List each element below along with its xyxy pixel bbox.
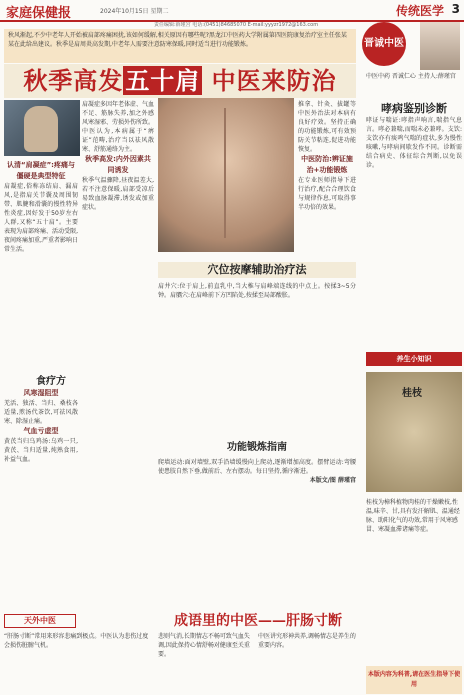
column-1-caption: 认清“肩凝症”:疼痛与僵硬是典型特征 (6, 161, 75, 180)
page-number: 3 (451, 2, 460, 16)
masthead (0, 0, 464, 22)
food-therapy-section (4, 388, 78, 608)
acupoint-section (158, 282, 356, 437)
exercise-text: 爬墙运动:面对墙壁,双手沿墙缓慢向上爬动,逐渐增加高度。摆臂运动:弯腰使患肢自然下垂,做前后、左右摆动。每日坚持,循序渐进。 (158, 459, 356, 475)
shoulder-pain-photo (4, 100, 80, 156)
host-caption: 中医中药 晋诚仁心 主持人:薛瑾宫 (366, 73, 456, 80)
sidebar-section-heading: 养生小知识 (366, 352, 462, 366)
food-therapy-heading: 食疗方 (36, 376, 66, 387)
section-name: 传统医学 (395, 4, 444, 18)
column-2 (82, 100, 154, 605)
column-3-text-2: 在专业医师指导下进行治疗,配合合理饮食与规律作息,可取得事半功倍的效果。 (298, 177, 356, 211)
column-tag: 天外中医 (4, 614, 76, 628)
column-3-heading: 中医防治:辨证施治+功能锻炼 (301, 155, 353, 174)
herb-name: 桂枝 (402, 388, 422, 399)
right-sidebar (362, 22, 462, 694)
headline-post: 中医来防治 (202, 66, 337, 95)
herb-description: 桂枝为樟科植物肉桂的干燥嫩枝,性温,味辛、甘,具有发汗解肌、温通经脉、助阳化气的功效,常用于风寒感冒、寒凝血滞诸痛等症。 (366, 499, 460, 533)
bottom-column-3: 中医讲究形神共养,调畅情志是养生的重要内容。 (258, 633, 356, 649)
acupoint-back-photo (158, 98, 294, 252)
food-text-1: 羌活、独活、当归、桑枝各适量,煎汤代茶饮,可祛风散寒、除湿止痛。 (4, 400, 78, 425)
column-3-text: 推拿、针灸、拔罐等中医外治法对本病有良好疗效。坚持正确的功能锻炼,可有效预防关节粘连,促进功能恢复。 (298, 101, 356, 153)
acupoint-text: 肩井穴:位于肩上,前直乳中,当大椎与肩峰端连线的中点上。按揉3~5分钟。肩髃穴:在肩峰前下方凹陷处,按揉至局部酸胀。 (158, 283, 356, 299)
sidebar-title: 哮病鉴别诊断 (381, 102, 447, 115)
headline-pre: 秋季高发 (23, 66, 124, 95)
exercise-author: 本版文/图 薛瑾宫 (309, 477, 356, 484)
main-headline (4, 64, 356, 98)
food-type-2: 气血亏虚型 (23, 427, 59, 435)
newspaper-name: 家庭保健报 (6, 6, 72, 21)
editor-contacts: 责任编辑:薛瑾宫 电话:(0451)84685070 E-mail:yyyzr1972@163.com (154, 22, 319, 28)
bottom-headline (158, 610, 358, 630)
food-text-2: 黄芪当归乌鸡汤:乌鸡一只,黄芪、当归适量,炖熟食用,补益气血。 (4, 438, 78, 463)
issue-date: 2024年10月15日 星期二 (100, 8, 169, 15)
exercise-banner: 功能锻炼指南 (227, 442, 287, 453)
exercise-section (158, 458, 356, 598)
lead-paragraph: 秋风渐起,不少中老年人开始被肩部疼痛困扰,该如何缓解,相关原因有哪些呢?黑龙江中医药大学附属第四医院康复治疗室主任张某某在此给出建议。秋季是肩周炎高发期,中老年人需要注意防寒保暖,同时适当进行功能锻炼。 (4, 29, 356, 63)
bottom-column-2: 悲则气消,长期情志不畅可致气血失调,因此保持心情舒畅对健康至关重要。 (158, 633, 250, 658)
column-2-heading: 秋季高发:内外因素共同诱发 (85, 155, 151, 174)
column-1 (4, 160, 78, 365)
sidebar-disclaimer: 本版内容为科普,请在医生指导下使用 (366, 666, 462, 694)
person-figure (24, 106, 58, 152)
food-type-1: 风寒湿阻型 (23, 389, 59, 397)
bottom-headline-post: ——肝肠寸断 (258, 613, 342, 629)
spine-line (224, 108, 226, 238)
sidebar-text: 哮证与喘证:哮指声响言,喘指气息言。哮必兼喘,而喘未必兼哮。支饮:支饮亦有痰鸣气喘的症状,多为慢性咳嗽,与哮病间歇发作不同。诊断需结合病史、体征综合判断,以免误诊。 (366, 117, 462, 169)
column-3 (298, 100, 356, 260)
column-2-text: 肩凝症多因年老体虚、气血不足、筋脉失养,加之外感风寒湿邪、劳损外伤所致。中医认为,本病属于“痹证”范畴,治疗当以祛风散寒、舒筋通络为主。 (82, 101, 154, 153)
acupoint-banner: 穴位按摩辅助治疗法 (158, 262, 356, 278)
bottom-column-1: “肝肠寸断”常用来形容悲痛到极点。中医认为悲伤过度会损伤脏腑气机。 (4, 633, 149, 649)
host-headshot (420, 22, 460, 70)
column-2-text-2: 秋季气温骤降,昼夜温差大,若不注意保暖,肩部受凉后易致血脉凝滞,诱发或加重症状。 (82, 177, 154, 211)
column-1-text: 肩凝症,俗称冻结肩、漏肩风,是指肩关节囊及周围韧带、肌腱和滑囊的慢性特异性炎症,因好发于50岁左右人群,又称“五十肩”。主要表现为肩部疼痛、活动受限,夜间疼痛加重,严重者影响日常生活。 (4, 183, 78, 253)
headline-highlight: 五十肩 (125, 66, 201, 95)
column-logo: 晋诚中医 (362, 22, 406, 66)
bottom-headline-pre: 成语里的中医 (174, 613, 258, 629)
